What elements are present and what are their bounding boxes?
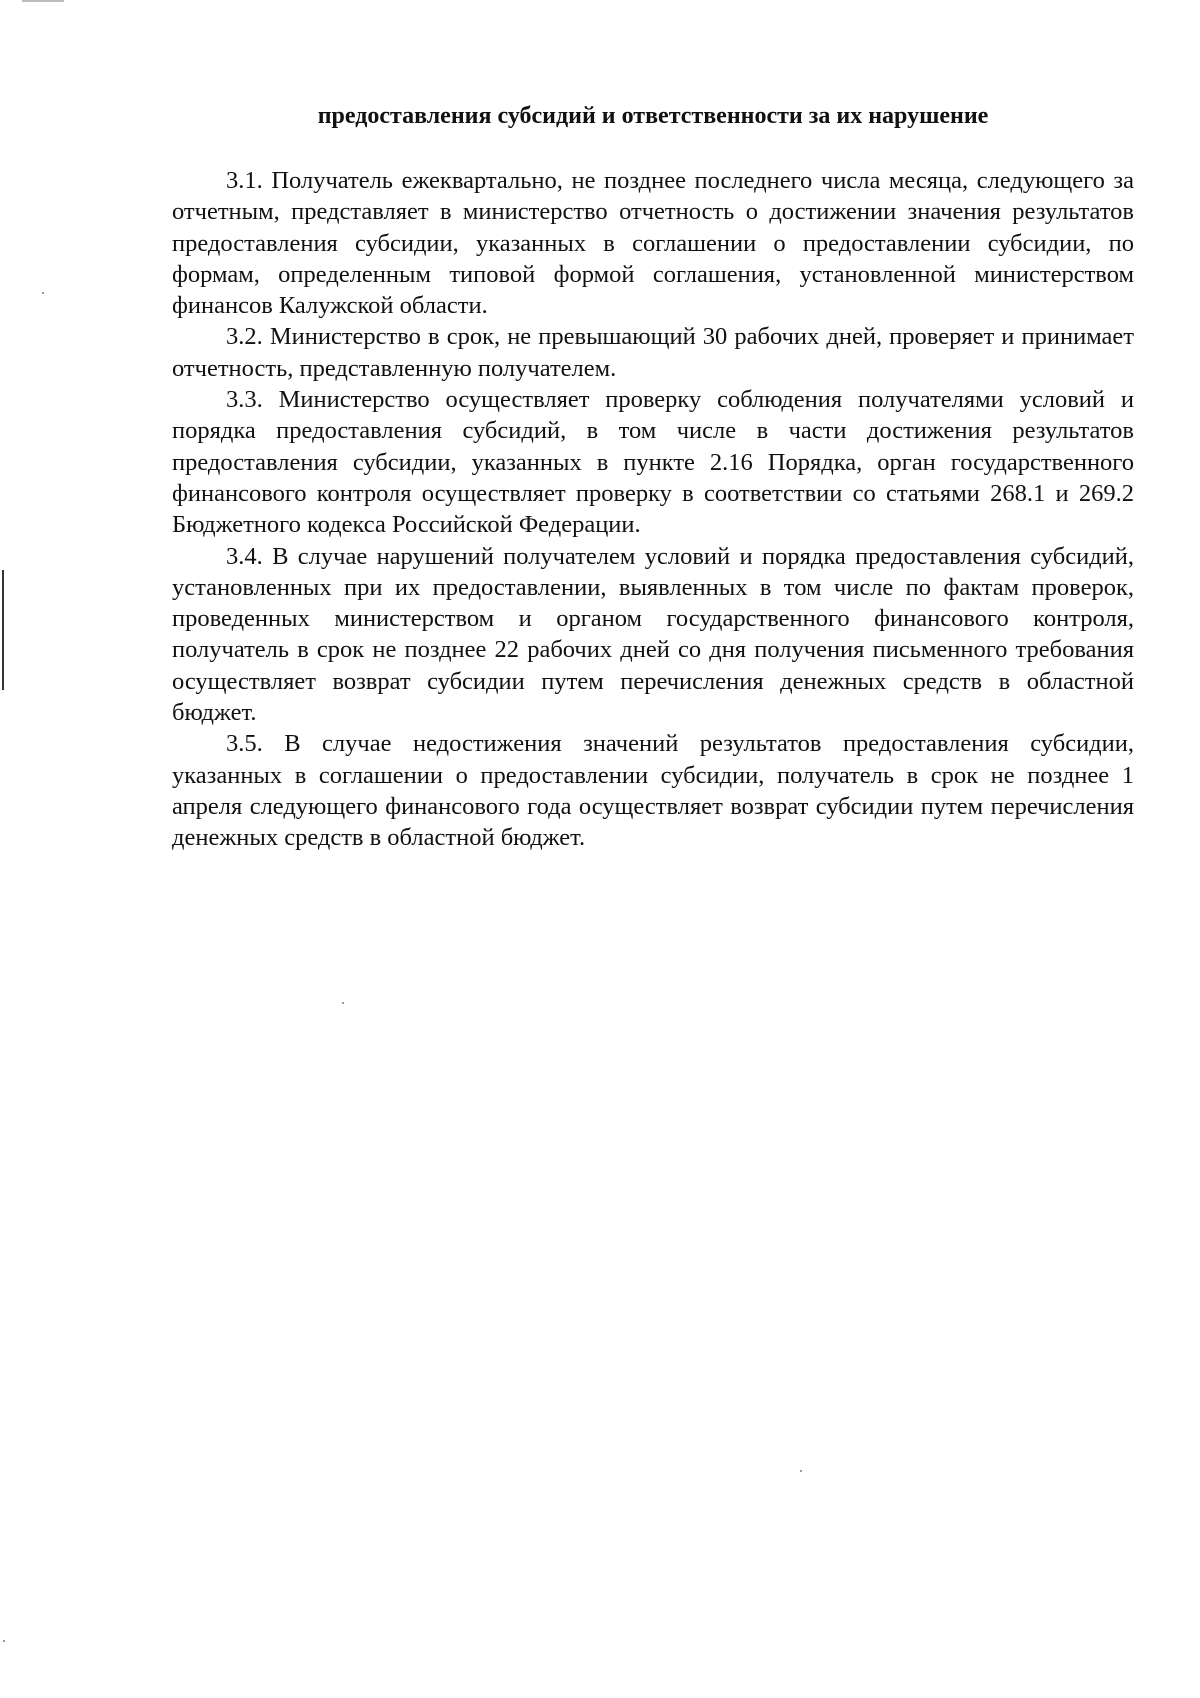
paragraph-3-1: 3.1. Получатель ежеквартально, не позднее последнего числа месяца, следующего за отчетным, представляет в министерство отчетность о достижении значения результатов предоставления субсидии, указанных в соглашении о предоставлении субсидии, по формам, определенным типовой формой соглашения, установленной министерством финансов Калужской области. [172,167,1134,320]
scan-artifact [800,1470,802,1472]
scan-artifact [3,1640,5,1642]
paragraph-3-5: 3.5. В случае недостижения значений результатов предоставления субсидии, указанных в соглашении о предоставлении субсидии, получатель в срок не позднее 1 апреля следующего финансового года осуществляет возврат субсидии путем перечисления денежных средств в областной бюджет. [172,730,1134,852]
scan-artifact [22,0,64,2]
scan-artifact [42,292,44,294]
section-heading: предоставления субсидий и ответственности за их нарушение [317,103,989,129]
paragraph-3-4: 3.4. В случае нарушений получателем условий и порядка предоставления субсидий, установленных при их предоставлении, выявленных в том числе по фактам проверок, проведенных министерством и органом государственного финансового контроля, получатель в срок не позднее 22 рабочих дней со дня получения письменного требования осуществляет возврат субсидии путем перечисления денежных средств в областной бюджет. [172,542,1134,727]
document-body [172,165,1134,854]
paragraph-3-2: 3.2. Министерство в срок, не превышающий 30 рабочих дней, проверяет и принимает отчетность, представленную получателем. [172,323,1134,382]
scan-artifact [342,1002,344,1004]
scan-artifact [2,570,4,690]
paragraph-3-3: 3.3. Министерство осуществляет проверку соблюдения получателями условий и порядка предоставления субсидий, в том числе в части достижения результатов предоставления субсидии, указанных в пункте 2.16 Порядка, орган государственного финансового контроля осуществляет проверку в соответствии со статьями 268.1 и 269.2 Бюджетного кодекса Российской Федерации. [172,386,1134,539]
